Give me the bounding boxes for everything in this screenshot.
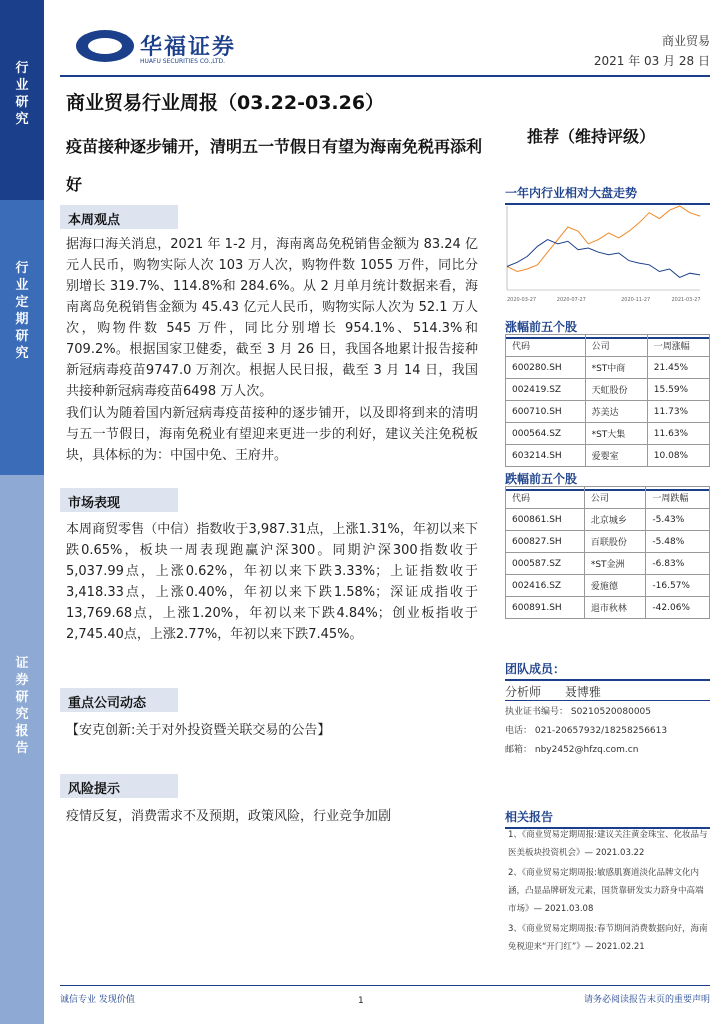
sidebar-char: 定: [15, 295, 29, 310]
gainers-cell: 002419.SZ: [506, 379, 586, 401]
analyst-label: 分析师: [505, 685, 542, 699]
sidebar-char: 期: [15, 312, 29, 327]
related-report-3[interactable]: 3、《商业贸易定期周报:春节期间消费数据向好，海南免税迎来“开门红”》— 2021.02.21: [508, 924, 708, 952]
gainers-cell: 600710.SH: [506, 401, 586, 423]
gainers-header-cell: 一周涨幅: [647, 335, 709, 357]
table-row: [506, 423, 710, 445]
table-row: [506, 509, 710, 531]
gainers-cell: 000564.SZ: [506, 423, 586, 445]
market-heading: 市场表现: [60, 488, 178, 512]
table-row: [506, 597, 710, 619]
losers-cell: -5.48%: [646, 531, 710, 553]
losers-cell: -16.57%: [646, 575, 710, 597]
sidebar-segment-2: [0, 200, 44, 475]
rating: 推荐（维持评级）: [527, 127, 656, 146]
company-paragraph: 【安克创新:关于对外投资暨关联交易的公告】: [66, 723, 331, 738]
x-tick-label: 2020-03-27: [507, 297, 537, 303]
logo-text: 华福证券: [140, 35, 237, 60]
losers-header-row: [506, 487, 710, 509]
sidebar-char: 业: [15, 78, 29, 93]
page-number: 1: [358, 996, 364, 1006]
losers-title: 跌幅前五个股: [505, 470, 710, 491]
gainers-cell: *ST中商: [585, 357, 647, 379]
gainers-cell: 11.73%: [647, 401, 709, 423]
sidebar-segment-3: [0, 475, 44, 1024]
report-title: 商业贸易行业周报（03.22-03.26）: [66, 92, 385, 114]
views-paragraph-1: 据海口海关消息，2021 年 1-2 月，海南离岛免税销售金额为 83.24 亿元人民币，购物实际人次 103 万人次，购物件数 1055 万件，同比分别增长 319.7%、114.8%和 284.6%。从 2 月单月统计数据来看，海南离岛免税销售金额为 45.43 亿元人民币，购物实际人次为 52.1 万人次，购物件数 545 万件，同比分别增长 954.1%、514.3%和 709.2%。根据国家卫健委，截至 3 月 26 日，我国各地累计报告接种新冠病毒疫苗9747.0 万剂次。根据人民日报，截至 3 月 14 日，我国共接种新冠病毒疫苗6498 万人次。: [66, 237, 478, 399]
table-row: [506, 445, 710, 467]
gainers-cell: 11.63%: [647, 423, 709, 445]
risk-paragraph: 疫情反复，消费需求不及预期，政策风险，行业竞争加剧: [66, 809, 392, 824]
report-subtitle: 疫苗接种逐步铺开，清明五一节假日有望为海南免税再添利好: [66, 137, 483, 194]
left-sidebar: [0, 0, 44, 1024]
sidebar-char: 究: [15, 112, 29, 127]
sidebar-char: 研: [15, 95, 29, 110]
gainers-cell: 600280.SH: [506, 357, 586, 379]
footer-divider: [60, 985, 710, 986]
views-heading: 本周观点: [60, 205, 178, 229]
table-row: [506, 553, 710, 575]
losers-cell: 爱施德: [584, 575, 646, 597]
table-row: [506, 357, 710, 379]
sidebar-char: 究: [15, 346, 29, 361]
chart-title: 一年内行业相对大盘走势: [505, 184, 710, 205]
analyst-name: 聂博雅: [564, 685, 601, 699]
sidebar-char: 报: [15, 724, 29, 739]
chart-svg: [495, 200, 710, 305]
gainers-cell: *ST大集: [585, 423, 647, 445]
header-divider: [60, 75, 710, 77]
losers-cell: 北京城乡: [584, 509, 646, 531]
x-tick-label: 2020-11-27: [621, 297, 651, 303]
views-paragraph-2: 我们认为随着国内新冠病毒疫苗接种的逐步铺开，以及即将到来的清明与五一节假日，海南免税业有望迎来更进一步的利好，建议关注免税板块，具体标的为：中国中免、王府井。: [66, 406, 478, 463]
sidebar-char: 研: [15, 690, 29, 705]
table-row: [506, 401, 710, 423]
gainers-cell: 苏美达: [585, 401, 647, 423]
table-row: [506, 531, 710, 553]
sidebar-char: 券: [15, 673, 29, 688]
gainers-cell: 603214.SH: [506, 445, 586, 467]
cert-number: 执业证书编号： S0210520080005: [505, 707, 652, 717]
losers-cell: 百联股份: [584, 531, 646, 553]
sidebar-char: 研: [15, 329, 29, 344]
related-report-1[interactable]: 1、《商业贸易定期周报:建议关注黄金珠宝、化妆品与医美板块投资机会》— 2021.03.22: [508, 830, 708, 858]
logo-english: HUAFU SECURITIES CO.,LTD.: [140, 58, 226, 65]
losers-table: [505, 486, 710, 619]
losers-cell: 600827.SH: [506, 531, 585, 553]
losers-cell: 600861.SH: [506, 509, 585, 531]
gainers-header-cell: 公司: [585, 335, 647, 357]
report-date: 2021 年 03 月 28 日: [593, 54, 710, 68]
team-title: 团队成员：: [505, 660, 710, 681]
related-report-2[interactable]: 2、《商业贸易定期周报:敏感肌赛道淡化品牌文化内涵，凸显品牌研发元素，国货靠研发实力跻身中高端市场》— 2021.03.08: [508, 868, 704, 914]
market-paragraph: 本周商贸零售（中信）指数收于3,987.31点，上涨1.31%，年初以来下跌0.65%，板块一周表现跑赢沪深300。同期沪深300指数收于5,037.99点，上涨0.62%，年初以来下跌3.33%；上证指数收于3,418.33点，上涨0.40%，年初以来下跌1.58%；深证成指收于13,769.68点，上涨1.20%，年初以来下跌4.84%；创业板指收于2,745.40点，上涨2.77%，年初以来下跌7.45%。: [66, 522, 478, 642]
x-tick-label: 2021-03-27: [671, 297, 701, 303]
losers-cell: 002416.SZ: [506, 575, 585, 597]
gainers-cell: 爱婴室: [585, 445, 647, 467]
huafu-logo-icon: [76, 30, 134, 62]
related-title: 相关报告: [505, 808, 710, 829]
company-heading: 重点公司动态: [60, 688, 178, 712]
losers-header-cell: 公司: [584, 487, 646, 509]
losers-cell: -5.43%: [646, 509, 710, 531]
page-header: [60, 20, 710, 78]
losers-header-cell: 代码: [506, 487, 585, 509]
email[interactable]: 邮箱： nby2452@hfzq.com.cn: [505, 745, 639, 755]
gainers-cell: 15.59%: [647, 379, 709, 401]
relative-performance-chart: [495, 200, 710, 305]
gainers-title: 涨幅前五个股: [505, 318, 710, 339]
losers-header-cell: 一周跌幅: [646, 487, 710, 509]
sidebar-char: 业: [15, 278, 29, 293]
series-line-0: [507, 206, 700, 272]
analyst-row: [505, 683, 601, 700]
risk-heading: 风险提示: [60, 774, 178, 798]
losers-cell: -6.83%: [646, 553, 710, 575]
losers-cell: *ST金洲: [584, 553, 646, 575]
gainers-cell: 21.45%: [647, 357, 709, 379]
gainers-header-cell: 代码: [506, 335, 586, 357]
sidebar-char: 证: [15, 656, 29, 671]
gainers-table: [505, 334, 710, 467]
sidebar-char: 究: [15, 707, 29, 722]
team-divider: [505, 700, 710, 701]
sidebar-char: 行: [15, 61, 29, 76]
sidebar-char: 告: [15, 741, 29, 756]
losers-cell: 600891.SH: [506, 597, 585, 619]
table-row: [506, 575, 710, 597]
gainers-header-row: [506, 335, 710, 357]
sidebar-segment-1: [0, 0, 44, 200]
footer-disclaimer: 请务必阅读报告末页的重要声明: [583, 995, 710, 1005]
losers-cell: -42.06%: [646, 597, 710, 619]
table-row: [506, 379, 710, 401]
gainers-cell: 10.08%: [647, 445, 709, 467]
series-line-1: [507, 240, 700, 278]
footer-slogan: 诚信专业 发现价值: [60, 995, 135, 1005]
industry-label: 商业贸易: [661, 34, 710, 48]
gainers-cell: 天虹股份: [585, 379, 647, 401]
losers-cell: 000587.SZ: [506, 553, 585, 575]
x-tick-label: 2020-07-27: [556, 297, 586, 303]
sidebar-char: 行: [15, 261, 29, 276]
phone: 电话： 021-20657932/18258256613: [505, 726, 668, 736]
losers-cell: 退市秋林: [584, 597, 646, 619]
